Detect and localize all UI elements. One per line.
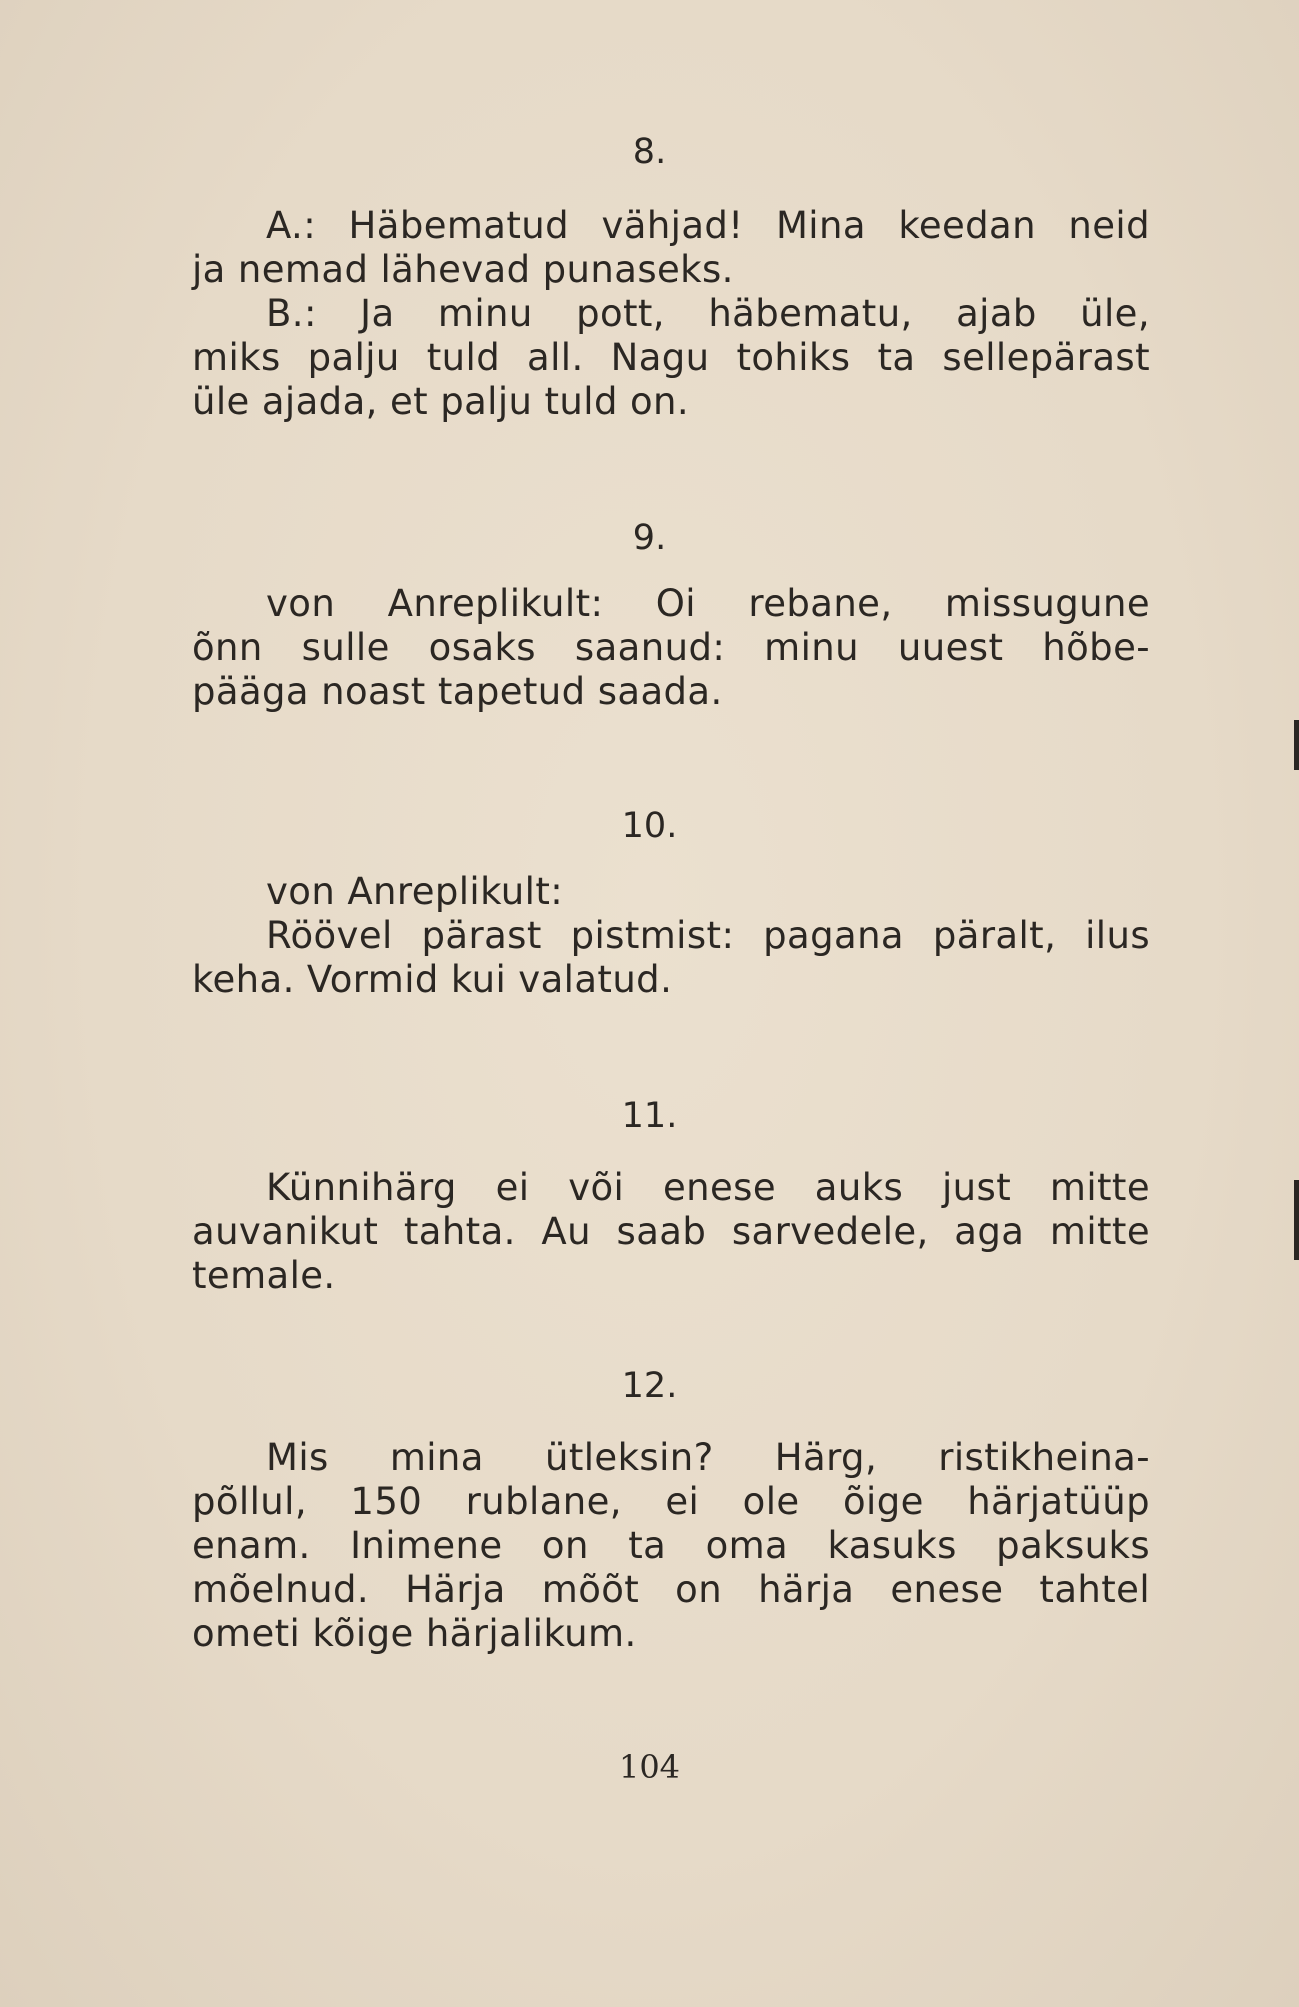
line: pääga noast tapetud saada. — [192, 670, 723, 713]
line: õnn sulle osaks saanud: minu uuest hõbe- — [192, 626, 1150, 669]
line: mõelnud. Härja mõõt on härja enese tahtel — [192, 1568, 1150, 1611]
scan-edge-mark — [1294, 1180, 1299, 1260]
section-number-9: 9. — [632, 518, 667, 558]
section-number-8: 8. — [632, 132, 667, 172]
line: von Anreplikult: Oi rebane, missugune — [266, 582, 1150, 625]
line: Röövel pärast pistmist: pagana päralt, ilus — [266, 914, 1150, 957]
section-number-10: 10. — [621, 806, 678, 846]
line: auvanikut tahta. Au saab sarvedele, aga mitte — [192, 1210, 1150, 1253]
line: üle ajada, et palju tuld on. — [192, 380, 690, 423]
line: Mis mina ütleksin? Härg, ristikheina- — [266, 1436, 1150, 1479]
line: ja nemad lähevad punaseks. — [192, 248, 734, 291]
line: keha. Vormid kui valatud. — [192, 958, 673, 1001]
line: miks palju tuld all. Nagu tohiks ta sellepärast — [192, 336, 1150, 379]
line: temale. — [192, 1254, 336, 1297]
section-number-12: 12. — [621, 1366, 678, 1406]
section-number-11: 11. — [621, 1096, 678, 1136]
section-12-text — [192, 1436, 1150, 1656]
line: von Anreplikult: — [266, 870, 564, 913]
page-number: 104 — [618, 1748, 681, 1786]
line: Künnihärg ei või enese auks just mitte — [266, 1166, 1150, 1209]
line: B.: Ja minu pott, häbematu, ajab üle, — [266, 292, 1150, 335]
section-8-text — [192, 204, 1150, 424]
section-10-text — [192, 870, 1150, 1002]
line: ometi kõige härjalikum. — [192, 1612, 637, 1655]
line: enam. Inimene on ta oma kasuks paksuks — [192, 1524, 1150, 1567]
line: A.: Häbematud vähjad! Mina keedan neid — [266, 204, 1150, 247]
line: põllul, 150 rublane, ei ole õige härjatüüp — [192, 1480, 1150, 1523]
section-11-text — [192, 1166, 1150, 1298]
section-9-text — [192, 582, 1150, 714]
scan-edge-mark — [1294, 720, 1299, 770]
